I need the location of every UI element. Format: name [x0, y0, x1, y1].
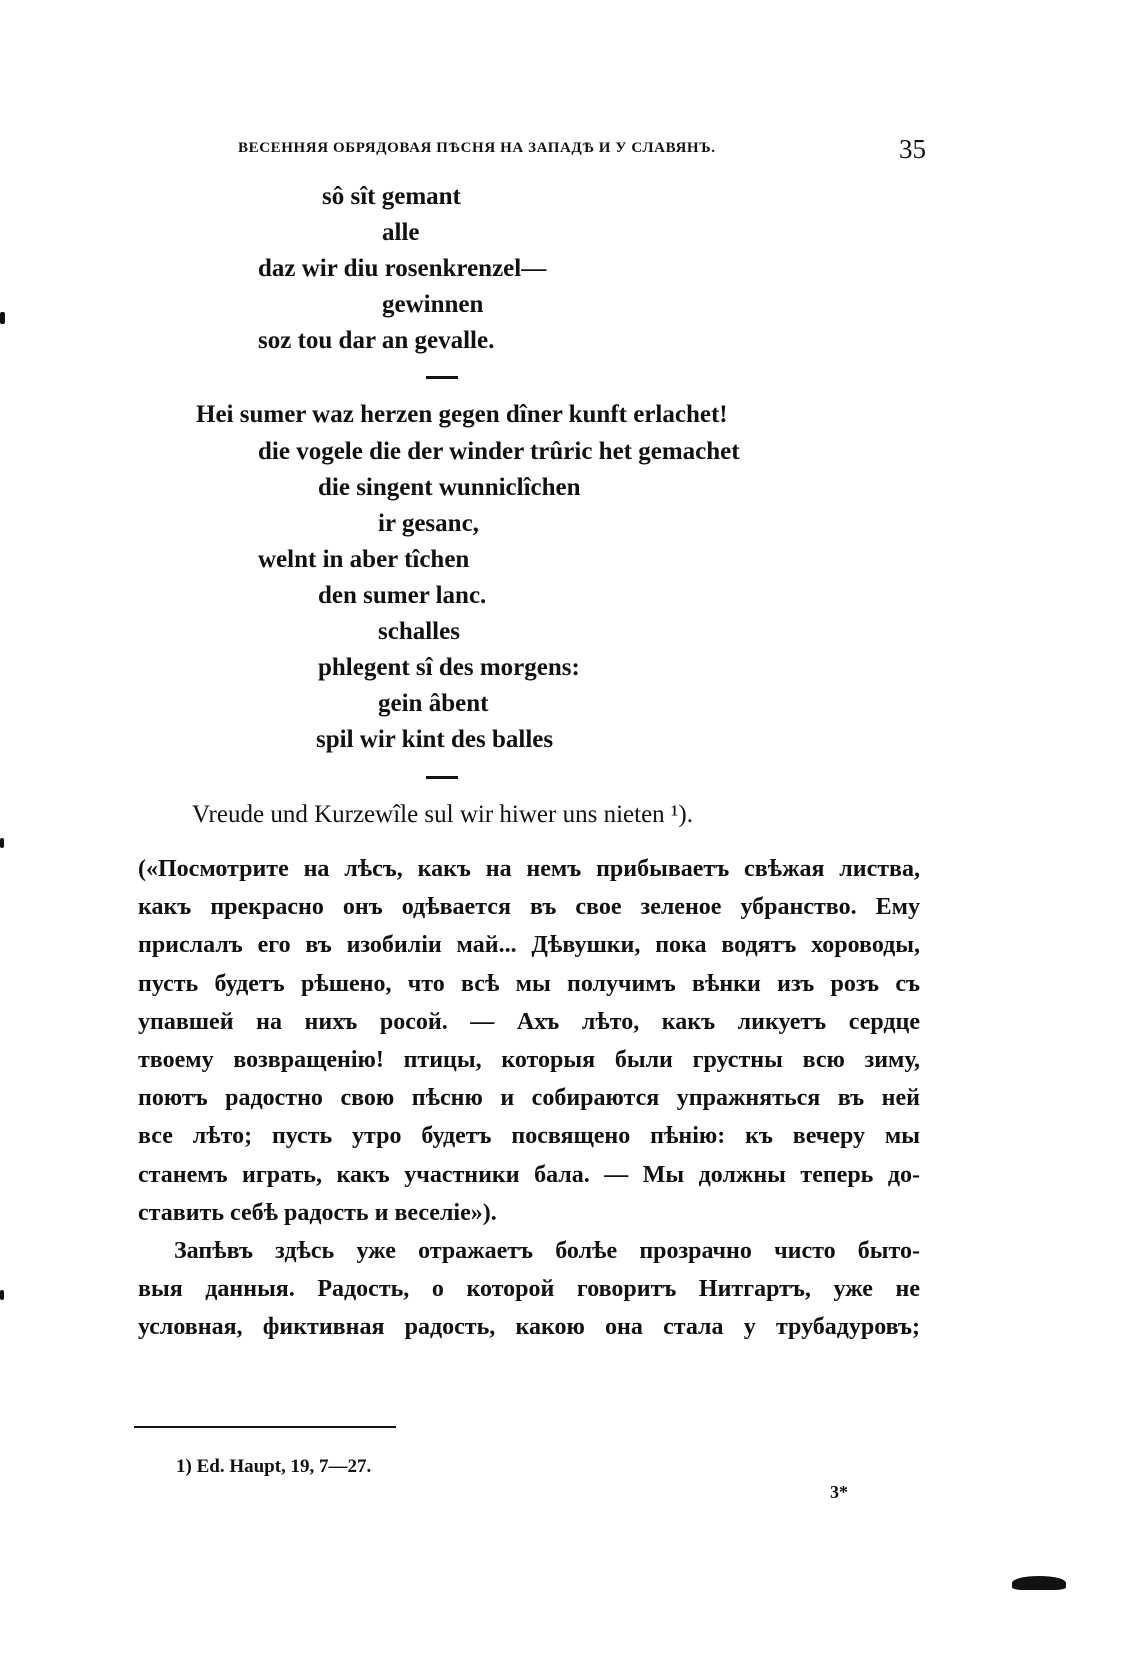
- scan-mark: [0, 838, 4, 848]
- text-line: упавшей на нихъ росой. — Ахъ лѣто, какъ ликуетъ сердце: [138, 1008, 920, 1035]
- poem-line: phlegent sî des morgens:: [318, 654, 580, 681]
- text-line: ставить себѣ радость и веселіе»).: [138, 1199, 497, 1226]
- section-divider: [426, 776, 458, 779]
- text-line: станемъ играть, какъ участники бала. — Мы должны теперь до-: [138, 1161, 920, 1188]
- text-line: («Посмотрите на лѣсъ, какъ на немъ прибываетъ свѣжая листва,: [138, 856, 920, 882]
- text-line: Запѣвъ здѣсь уже отражаетъ болѣе прозрачно чисто быто-: [174, 1238, 920, 1264]
- section-divider: [426, 376, 458, 379]
- poem-line: gein âbent: [378, 690, 489, 717]
- page-number: 35: [899, 134, 926, 164]
- poem-line: den sumer lanc.: [318, 582, 487, 609]
- poem-line: schalles: [378, 618, 460, 645]
- prose-paragraph: [138, 1232, 920, 1347]
- text-line: какъ прекрасно онъ одѣвается въ свое зеленое убранство. Ему: [138, 894, 920, 921]
- poem-line: Hei sumer waz herzen gegen dîner kunft erlachet!: [196, 401, 728, 428]
- text-line: пусть будетъ рѣшено, что всѣ мы получимъ вѣнки изъ розъ съ: [138, 970, 920, 997]
- prose-paragraph: [138, 850, 920, 1232]
- text-line: прислалъ его въ изобиліи май... Дѣвушки, пока водятъ хороводы,: [138, 932, 920, 959]
- text-line: все лѣто; пусть утро будетъ посвящено пѣнію: къ вечеру мы: [138, 1123, 920, 1150]
- text-line: поютъ радостно свою пѣсню и собираются упражняться въ ней: [138, 1085, 920, 1112]
- poem-line: die vogele die der winder trûric het gemachet: [258, 438, 740, 465]
- closing-line: Vreude und Kurzewîle sul wir hiwer uns nieten ¹).: [192, 801, 693, 828]
- poem-line: alle: [382, 219, 420, 246]
- scan-mark: [0, 312, 5, 324]
- sheet-signature: 3*: [830, 1482, 848, 1502]
- poem-line: soz tou dar an gevalle.: [258, 327, 495, 354]
- text-line: твоему возвращенію! птицы, которыя были грустны всю зиму,: [138, 1046, 920, 1073]
- poem-line: sô sît gemant: [322, 183, 461, 210]
- footnote: 1) Ed. Haupt, 19, 7—27.: [176, 1456, 372, 1477]
- running-title: ВЕСЕННЯЯ ОБРЯДОВАЯ ПѢСНЯ НА ЗАПАДѢ И У СЛАВЯНЪ.: [238, 140, 716, 156]
- poem-line: welnt in aber tîchen: [258, 546, 470, 573]
- text-line: условная, фиктивная радость, какою она стала у трубадуровъ;: [138, 1314, 920, 1341]
- scan-mark: [0, 1290, 4, 1300]
- running-head: [238, 134, 926, 170]
- poem-line: die singent wunniclîchen: [318, 474, 581, 501]
- poem-line: gewinnen: [382, 291, 484, 318]
- scan-mark: [1012, 1576, 1066, 1590]
- footnote-rule: [134, 1426, 396, 1428]
- text-line: выя данныя. Радость, о которой говоритъ Нитгартъ, уже не: [138, 1276, 920, 1303]
- poem-line: spil wir kint des balles: [316, 726, 554, 753]
- poem-line: ir gesanc,: [378, 510, 479, 537]
- poem-line: daz wir diu rosenkrenzel—: [258, 255, 547, 282]
